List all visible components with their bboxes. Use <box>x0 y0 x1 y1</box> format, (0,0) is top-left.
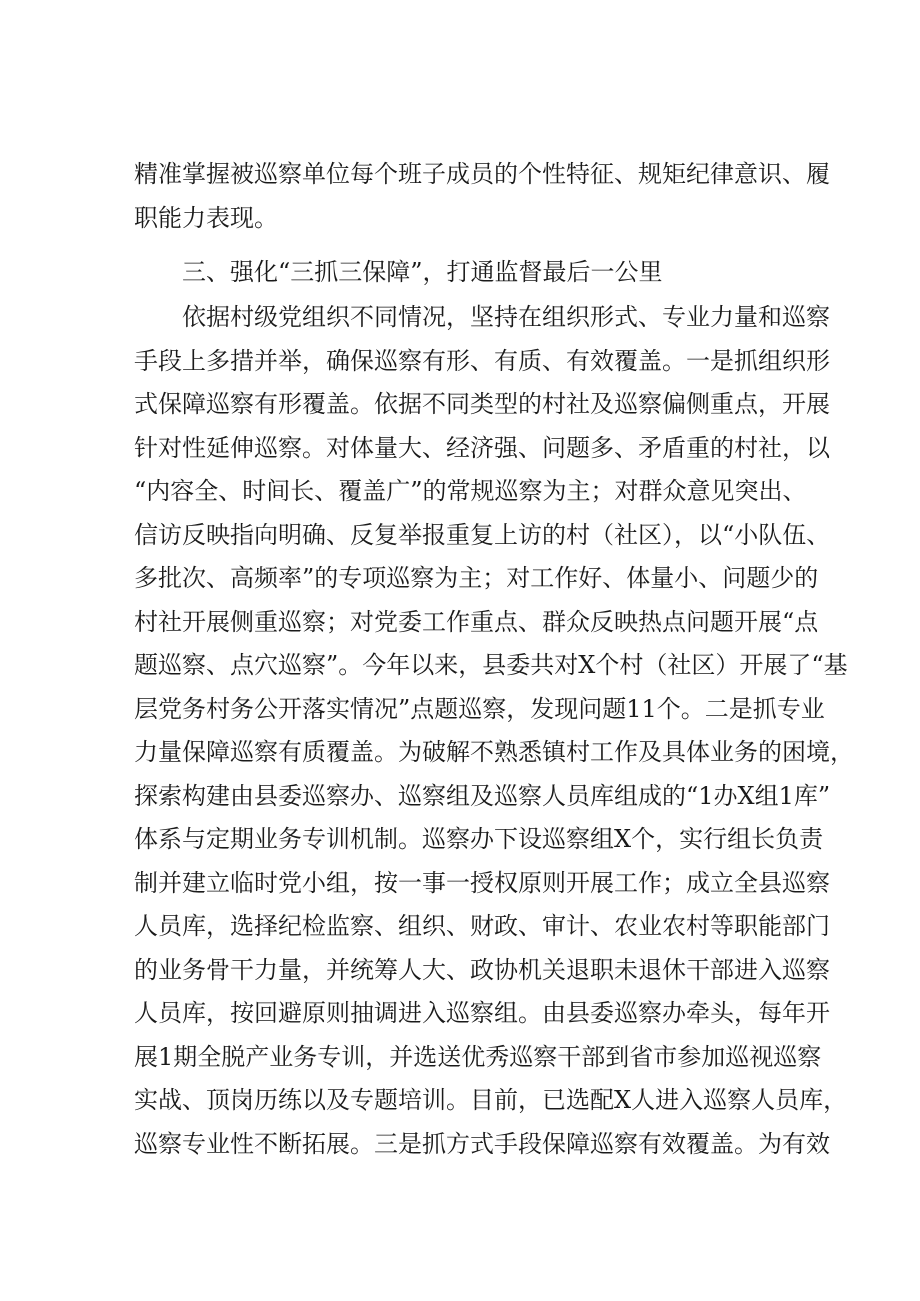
paragraph-line: 依据村级党组织不同情况，坚持在组织形式、专业力量和巡察 <box>182 303 830 331</box>
paragraph-line: 人员库，按回避原则抽调进入巡察组。由县委巡察办牵头，每年开 <box>134 999 830 1027</box>
paragraph-line: 信访反映指向明确、反复举报重复上访的村（社区），以“小队伍、 <box>134 521 831 549</box>
paragraph-line: 制并建立临时党小组，按一事一授权原则开展工作；成立全县巡察 <box>134 869 830 897</box>
paragraph-line: 巡察专业性不断拓展。三是抓方式手段保障巡察有效覆盖。为有效 <box>134 1130 830 1158</box>
paragraph-line: 村社开展侧重巡察；对党委工作重点、群众反映热点问题开展“点 <box>134 608 819 636</box>
paragraph-line: 多批次、高频率”的专项巡察为主；对工作好、体量小、问题少的 <box>134 564 819 592</box>
paragraph-line: 层党务村务公开落实情况”点题巡察，发现问题11个。二是抓专业 <box>134 695 825 723</box>
paragraph-line: 手段上多措并举，确保巡察有形、有质、有效覆盖。一是抓组织形 <box>134 347 830 375</box>
section-heading: 三、强化“三抓三保障”，打通监督最后一公里 <box>182 258 663 286</box>
paragraph-line: 实战、顶岗历练以及专题培训。目前，已选配X人进入巡察人员库， <box>134 1086 848 1114</box>
paragraph-line: 力量保障巡察有质覆盖。为破解不熟悉镇村工作及具体业务的困境， <box>134 738 854 766</box>
paragraph-line: 题巡察、点穴巡察”。今年以来，县委共对X个村（社区）开展了“基 <box>134 651 848 679</box>
paragraph-line: 展1期全脱产业务专训，并选送优秀巡察干部到省市参加巡视巡察 <box>134 1043 822 1071</box>
continuation-line-2: 职能力表现。 <box>134 204 278 232</box>
paragraph-line: 人员库，选择纪检监察、组织、财政、审计、农业农村等职能部门 <box>134 912 830 940</box>
paragraph-line: 式保障巡察有形覆盖。依据不同类型的村社及巡察偏侧重点，开展 <box>134 390 830 418</box>
paragraph-line: 的业务骨干力量，并统筹人大、政协机关退职未退休干部进入巡察 <box>134 956 830 984</box>
paragraph-line: 体系与定期业务专训机制。巡察办下设巡察组X个，实行组长负责 <box>134 825 824 853</box>
paragraph-line: “内容全、时间长、覆盖广”的常规巡察为主；对群众意见突出、 <box>134 477 807 505</box>
continuation-line-1: 精准掌握被巡察单位每个班子成员的个性特征、规矩纪律意识、履 <box>134 160 830 188</box>
paragraph-line: 针对性延伸巡察。对体量大、经济强、问题多、矛盾重的村社，以 <box>134 434 830 462</box>
paragraph-line: 探索构建由县委巡察办、巡察组及巡察人员库组成的“1办X组1库” <box>134 782 831 810</box>
